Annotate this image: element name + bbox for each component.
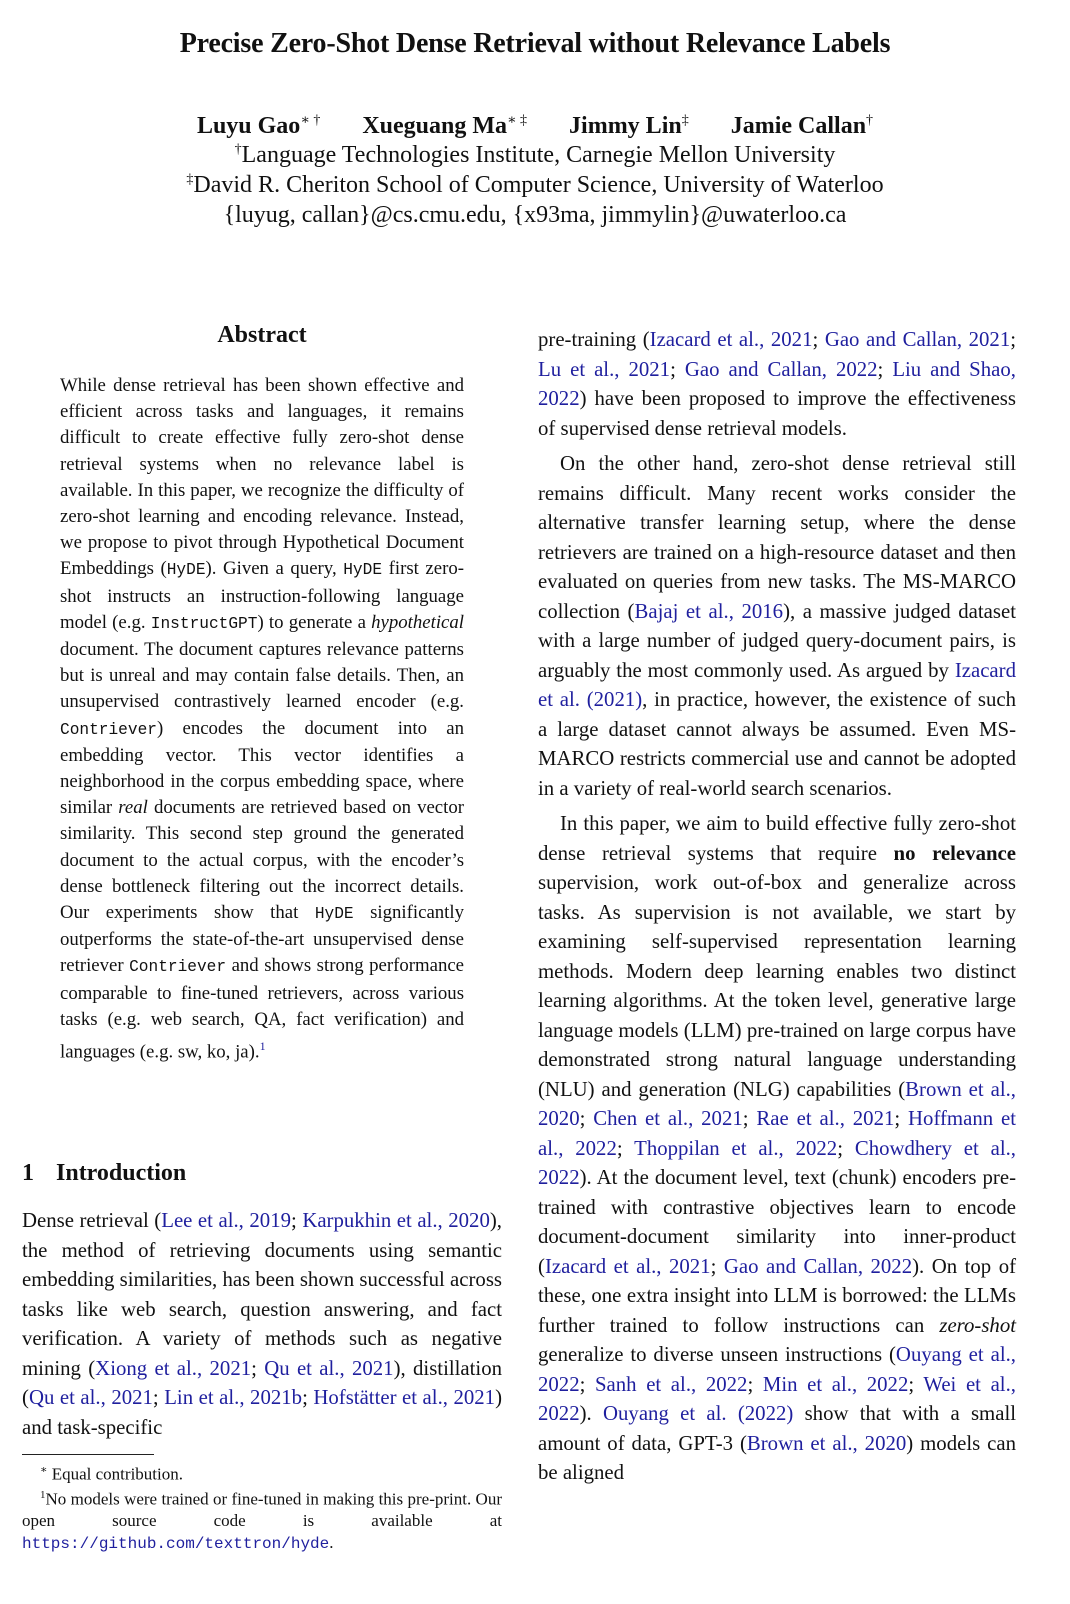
contriever-term: Contriever — [129, 958, 227, 977]
contriever-term: Contriever — [60, 720, 157, 739]
footnote-ref[interactable]: 1 — [259, 1039, 266, 1054]
citation-link[interactable]: Hoffmann et al., 2022 — [538, 1107, 1017, 1160]
citation-link[interactable]: Xiong et al., 2021 — [95, 1356, 252, 1380]
citation-link[interactable]: Lee et al., 2019 — [161, 1209, 291, 1232]
citation-link[interactable]: Brown et al., 2020 — [538, 1077, 1016, 1130]
citation-link[interactable]: Bajaj et al., 2016 — [634, 599, 784, 623]
citation-link[interactable]: Sanh et al., 2022 — [594, 1372, 748, 1396]
hyde-term: HyDE — [343, 561, 383, 580]
abstract-heading: Abstract — [217, 322, 307, 348]
affiliation-cmu: †Language Technologies Institute, Carnegie Mellon University — [234, 142, 836, 168]
citation-link[interactable]: Rae et al., 2021 — [756, 1107, 895, 1130]
author: Jamie Callan† — [730, 113, 874, 139]
citation-link[interactable]: Izacard et al. (2021) — [538, 658, 1016, 711]
citation-link[interactable]: Brown et al., 2020 — [746, 1431, 907, 1455]
citation-link[interactable]: Qu et al., 2021 — [264, 1356, 394, 1380]
citation-link[interactable]: Gao and Callan, 2022 — [723, 1254, 913, 1278]
hyde-term: HyDE — [166, 561, 206, 580]
citation-link[interactable]: Thoppilan et al., 2022 — [634, 1136, 838, 1160]
author-emails: {luyug, callan}@cs.cmu.edu, {x93ma, jimmylin}@uwaterloo.ca — [223, 202, 847, 228]
citation-link[interactable]: Karpukhin et al., 2020 — [302, 1209, 490, 1232]
citation-link[interactable]: Lu et al., 2021 — [538, 357, 671, 381]
author: Luyu Gao∗ † — [196, 113, 321, 139]
hyde-expansion: Hypothetical Document Embeddings — [60, 532, 464, 580]
paragraph: pre-training (Izacard et al., 2021; Gao and Callan, 2021; Lu et al., 2021; Gao and Callan, 2022; Liu and Shao, 2022) have been proposed to improve the effectiveness of supervised dense retrieval models. — [538, 328, 1016, 440]
citation-link[interactable]: Ouyang et al., 2022 — [538, 1343, 1016, 1396]
paragraph: In this paper, we aim to build effective fully zero-shot dense retrieval systems that require no relevance supervision, work out-of-box and generalize across tasks. As supervision is not available, we start by examining self-supervised representation learning methods. Modern deep learning enables two distinct learning algorithms. At the token level, generative large language models (LLM) pre-trained on large corpus have demonstrated strong natural language understanding (NLU) and generation (NLG) capabilities (Brown et al., 2020; Chen et al., 2021; Rae et al., 2021; Hoffmann et al., 2022; Thoppilan et al., 2022; Chowdhery et al., 2022). At the document level, text (chunk) encoders pre-trained with contrastive objectives learn to encode document-document similarity into inner-product (Izacard et al., 2021; Gao and Callan, 2022). On top of these, one extra insight into LLM is borrowed: the LLMs further trained to follow instructions can zero-shot generalize to diverse unseen instructions (Ouyang et al., 2022; Sanh et al., 2022; Min et al., 2022; Wei et al., 2022). Ouyang et al. (2022) show that with a small amount of data, GPT-3 (Brown et al., 2020) models can be aligned — [538, 812, 1017, 1484]
footnote-code: $^1$No models were trained or fine-tuned in making this pre-print. Our open source code is available at https://github.com/texttron/hyde. — [22, 1489, 502, 1553]
citation-link[interactable]: Min et al., 2022 — [762, 1372, 909, 1396]
footnote-divider — [22, 1454, 154, 1455]
hyde-term: HyDE — [314, 905, 354, 924]
author-list — [0, 112, 1070, 140]
citation-link[interactable]: Hofstätter et al., 2021 — [313, 1386, 496, 1409]
paper-title: Precise Zero-Shot Dense Retrieval without Relevance Labels — [179, 28, 891, 59]
footnotes — [22, 1460, 502, 1555]
citation-link[interactable]: Chowdhery et al., 2022 — [538, 1136, 1016, 1189]
affiliation-waterloo: ‡David R. Cheriton School of Computer Science, University of Waterloo — [186, 172, 884, 198]
citation-link[interactable]: Wei et al., 2022 — [538, 1372, 1016, 1425]
citation-link[interactable]: Ouyang et al. (2022) — [603, 1402, 794, 1425]
citation-link[interactable]: Izacard et al., 2021 — [649, 328, 813, 351]
citation-link[interactable]: Qu et al., 2021 — [28, 1386, 153, 1409]
paragraph: On the other hand, zero-shot dense retrieval still remains difficult. Many recent works consider the alternative transfer learning setup, where the dense retrievers are trained on a high-resource dataset and then evaluated on queries from new tasks. The MS-MARCO collection (Bajaj et al., 2016), a massive judged dataset with a large number of judged query-document pairs, is arguably the most commonly used. As argued by Izacard et al. (2021), in practice, however, the existence of such a large dataset cannot always be assumed. Even MS-MARCO restricts commercial use and cannot be adopted in a variety of real-world search scenarios. — [538, 452, 1016, 800]
citation-link[interactable]: Lin et al., 2021b — [164, 1386, 303, 1409]
citation-link[interactable]: Gao and Callan, 2021 — [824, 328, 1011, 351]
citation-link[interactable]: Liu and Shao, 2022 — [538, 357, 1016, 410]
citation-link[interactable]: Gao and Callan, 2022 — [684, 357, 878, 381]
citation-link[interactable]: Chen et al., 2021 — [593, 1107, 743, 1130]
section-heading: 1 Introduction — [22, 1160, 187, 1186]
instructgpt-term: InstructGPT — [150, 614, 258, 633]
right-column — [538, 325, 1016, 1494]
code-url-link[interactable]: https://github.com/texttron/hyde — [22, 1534, 330, 1553]
author: Jimmy Lin‡ — [569, 113, 689, 139]
intro-paragraph: Dense retrieval (Lee et al., 2019; Karpukhin et al., 2020), the method of retrieving documents using semantic embedding similarities, has been shown successful across tasks like web search, question answering, and fact verification. A variety of methods such as negative mining (Xiong et al., 2021; Qu et al., 2021), distillation (Qu et al., 2021; Lin et al., 2021b; Hofstätter et al., 2021) and task-specific — [22, 1209, 503, 1439]
footnote-equal-contribution: ∗ Equal contribution. — [40, 1464, 183, 1484]
citation-link[interactable]: Izacard et al., 2021 — [544, 1254, 711, 1278]
abstract-body: While dense retrieval has been shown effective and efficient across tasks and languages, it remains difficult to create effective fully zero-shot dense retrieval systems when no relevance label is available. In this paper, we recognize the difficulty of zero-shot learning and encoding relevance. Instead, we propose to pivot through Hypothetical Document Embeddings (HyDE). Given a query, HyDE first zero-shot instructs an instruction-following language model (e.g. InstructGPT) to generate a hypothetical document. The document captures relevance patterns but is unreal and may contain false details. Then, an unsupervised contrastively learned encoder (e.g. Contriever) encodes the document into an embedding vector. This vector identifies a neighborhood in the corpus embedding space, where similar real documents are retrieved based on vector similarity. This second step ground the generated document to the actual corpus, with the encoder’s dense bottleneck filtering out the incorrect details. Our experiments show that HyDE significantly outperforms the state-of-the-art unsupervised dense retriever Contriever and shows strong performance comparable to fine-tuned retrievers, across various tasks (e.g. web search, QA, fact verification) and languages (e.g. sw, ko, ja).$^1$ — [60, 375, 465, 1063]
author: Xueguang Ma∗ ‡ — [362, 113, 528, 139]
